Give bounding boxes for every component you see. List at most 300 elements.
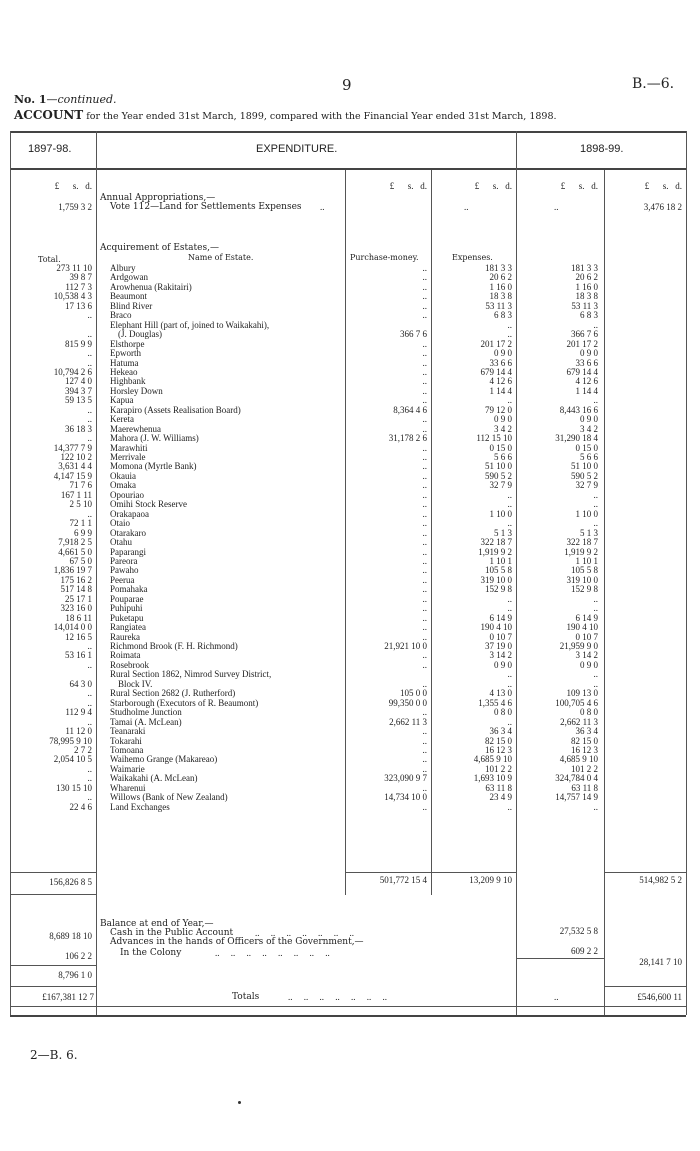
totals-prev: £167,381 12 7 bbox=[42, 992, 94, 1002]
estate-prev-total: 11 12 0 bbox=[65, 726, 92, 737]
estate-year-total: .. bbox=[593, 518, 598, 529]
estate-name: Karapiro (Assets Realisation Board) bbox=[110, 404, 241, 415]
estate-year-total: 181 3 3 bbox=[571, 263, 598, 273]
estate-year-total: 190 4 10 bbox=[566, 622, 598, 633]
table-right-border bbox=[686, 131, 687, 1015]
estate-year-total: .. bbox=[593, 669, 598, 680]
estate-purchase-money: 105 0 0 bbox=[400, 688, 427, 699]
estate-name: Rangiatea bbox=[110, 622, 146, 633]
balance-prev-rule bbox=[10, 965, 96, 966]
estate-purchase-money: .. bbox=[422, 801, 427, 812]
estate-expenses: 1 10 0 bbox=[489, 508, 512, 519]
appropriations-prev: 1,759 3 2 bbox=[58, 202, 92, 212]
acquirement-heading: Acquirement of Estates,— bbox=[100, 243, 219, 253]
estate-expenses: 63 11 8 bbox=[485, 782, 512, 793]
estates-pm-total: 501,772 15 4 bbox=[379, 875, 427, 885]
balance-year-total: 28,141 7 10 bbox=[639, 957, 682, 967]
estate-year-total: 201 17 2 bbox=[566, 338, 598, 349]
estate-expenses: 20 6 2 bbox=[489, 272, 512, 283]
estate-expenses: 5 6 6 bbox=[494, 452, 512, 462]
estate-prev-total: 59 13 5 bbox=[65, 395, 92, 406]
totals-dots: .. .. .. .. .. .. .. bbox=[288, 992, 387, 1002]
appropriations-heading: Annual Appropriations,— bbox=[100, 193, 216, 203]
estate-year-total: .. bbox=[593, 395, 598, 406]
doc-reference: B.—6. bbox=[632, 76, 675, 92]
estate-name: Highbank bbox=[110, 376, 146, 387]
estate-prev-total: 7,918 2 5 bbox=[58, 537, 92, 548]
estate-prev-total: .. bbox=[87, 697, 92, 708]
estate-purchase-money: .. bbox=[422, 603, 427, 614]
estate-expenses: .. bbox=[507, 499, 512, 510]
header-prev-year: 1897-98. bbox=[28, 143, 72, 155]
estate-purchase-money: .. bbox=[422, 574, 427, 585]
estate-expenses: .. bbox=[507, 669, 512, 680]
estate-name: Hatuma bbox=[110, 357, 139, 368]
estate-prev-total: .. bbox=[87, 688, 92, 699]
estate-expenses: 1 14 4 bbox=[489, 385, 512, 396]
estate-expenses: 53 11 3 bbox=[485, 300, 512, 311]
estate-name: Tokarahi bbox=[110, 735, 142, 746]
estate-purchase-money: .. bbox=[422, 452, 427, 462]
estate-expenses: .. bbox=[507, 329, 512, 340]
estate-expenses: 4 13 0 bbox=[489, 688, 512, 699]
currency-header-prev: £ s. d. bbox=[54, 181, 92, 191]
estate-purchase-money: .. bbox=[422, 726, 427, 737]
statement-number bbox=[14, 93, 117, 106]
col-divider-year-left bbox=[516, 131, 517, 1015]
estate-year-total: 3 4 2 bbox=[580, 423, 598, 434]
estate-year-total: 4 12 6 bbox=[575, 376, 598, 387]
estate-prev-total: 36 18 3 bbox=[65, 423, 92, 434]
estate-name: Merrivale bbox=[110, 452, 146, 462]
estate-name: Rosebrook bbox=[110, 659, 149, 670]
estate-name: Elephant Hill (part of, joined to Waikakahi), bbox=[110, 319, 270, 330]
account-caption bbox=[14, 108, 557, 122]
estate-name: Roimata bbox=[110, 650, 141, 661]
estate-name: Elsthorpe bbox=[110, 338, 145, 349]
estate-prev-total: .. bbox=[87, 348, 92, 359]
estate-name: Rural Section 1862, Nimrod Survey District, bbox=[110, 669, 272, 680]
estate-prev-total: .. bbox=[87, 357, 92, 368]
estate-expenses: 36 3 4 bbox=[489, 726, 512, 737]
estate-year-total: .. bbox=[593, 499, 598, 510]
estate-prev-total: 78,995 9 10 bbox=[49, 735, 92, 746]
estate-year-total: 1 16 0 bbox=[575, 281, 598, 292]
estate-name: Opouriao bbox=[110, 489, 144, 500]
estate-year-total: 20 6 2 bbox=[575, 272, 598, 283]
estate-name: Epworth bbox=[110, 348, 141, 359]
estate-year-total: .. bbox=[593, 319, 598, 330]
estate-purchase-money: .. bbox=[422, 489, 427, 500]
estate-expenses: 1,693 10 9 bbox=[473, 773, 512, 784]
estate-name: Block IV. bbox=[118, 678, 153, 689]
estate-year-total: 319 10 0 bbox=[566, 574, 598, 585]
estate-prev-total: 64 3 0 bbox=[69, 678, 92, 689]
estate-prev-total: .. bbox=[87, 763, 92, 774]
estate-purchase-money: .. bbox=[422, 527, 427, 538]
estate-expenses: 4 12 6 bbox=[489, 376, 512, 387]
estate-expenses: .. bbox=[507, 716, 512, 727]
estate-name: Omaka bbox=[110, 480, 136, 491]
estate-name: (J. Douglas) bbox=[118, 329, 162, 340]
acquirement-expenses-label: Expenses. bbox=[452, 253, 493, 262]
estate-name: Marawhiti bbox=[110, 442, 148, 453]
estate-expenses: 105 5 8 bbox=[485, 565, 512, 576]
estate-purchase-money: .. bbox=[422, 376, 427, 387]
estate-name: Studholme Junction bbox=[110, 707, 182, 718]
estate-expenses: 3 4 2 bbox=[494, 423, 512, 434]
col-divider-prev bbox=[96, 131, 97, 1015]
estate-expenses: 679 14 4 bbox=[480, 366, 512, 377]
estate-prev-total: 6 9 9 bbox=[74, 527, 92, 538]
estate-year-total: .. bbox=[593, 801, 598, 812]
estate-name: Otarakaro bbox=[110, 527, 146, 538]
estate-year-total: 53 11 3 bbox=[571, 300, 598, 311]
estate-prev-total: .. bbox=[87, 404, 92, 415]
estate-year-total: 105 5 8 bbox=[571, 565, 598, 576]
estate-year-total: 82 15 0 bbox=[571, 735, 598, 746]
estate-prev-total: 17 13 6 bbox=[65, 300, 92, 311]
estate-purchase-money: .. bbox=[422, 385, 427, 396]
estate-year-total: 51 10 0 bbox=[571, 461, 598, 472]
appropriations-vote-dots: .. bbox=[320, 202, 325, 212]
estate-prev-total: 72 1 1 bbox=[69, 518, 92, 529]
estate-purchase-money: .. bbox=[422, 763, 427, 774]
estate-expenses: 6 8 3 bbox=[494, 310, 512, 321]
estate-year-total: 0 9 0 bbox=[580, 348, 598, 359]
estate-year-total: 18 3 8 bbox=[575, 291, 598, 302]
estate-name: Tamai (A. McLean) bbox=[110, 716, 182, 727]
estate-prev-total: 273 11 10 bbox=[56, 263, 92, 273]
estate-expenses: .. bbox=[507, 593, 512, 604]
estate-prev-total: 71 7 6 bbox=[69, 480, 92, 491]
estate-prev-total: .. bbox=[87, 659, 92, 670]
estate-purchase-money: .. bbox=[422, 480, 427, 491]
estate-expenses: 319 10 0 bbox=[480, 574, 512, 585]
estate-prev-total: 25 17 1 bbox=[65, 593, 92, 604]
appropriations-exp: .. bbox=[464, 202, 469, 212]
balance-prev-total: 8,796 1 0 bbox=[58, 970, 92, 980]
estate-year-total: 679 14 4 bbox=[566, 366, 598, 377]
estate-prev-total: 2,054 10 5 bbox=[53, 754, 92, 765]
estate-purchase-money: .. bbox=[422, 272, 427, 283]
balance-colony-rule bbox=[516, 958, 604, 959]
estate-name: Tomoana bbox=[110, 744, 144, 755]
estate-expenses: 1,919 9 2 bbox=[478, 546, 512, 557]
estate-name: Maerewhenua bbox=[110, 423, 161, 434]
estate-year-total: 2,662 11 3 bbox=[560, 716, 598, 727]
estate-purchase-money: .. bbox=[422, 546, 427, 557]
estate-name: Teanaraki bbox=[110, 726, 146, 737]
estate-prev-total: 394 3 7 bbox=[65, 385, 92, 396]
estate-prev-total: .. bbox=[87, 792, 92, 803]
balance-colony-dots: .. .. .. .. .. .. .. .. bbox=[215, 948, 330, 958]
estate-year-total: 8,443 16 6 bbox=[559, 404, 598, 415]
appropriations-col-total: .. bbox=[554, 202, 559, 212]
estate-year-total: 0 9 0 bbox=[580, 659, 598, 670]
totals-mid: .. bbox=[554, 992, 559, 1002]
totals-top-rule-right bbox=[604, 986, 686, 987]
estate-expenses: 32 7 9 bbox=[489, 480, 512, 491]
estate-purchase-money: .. bbox=[422, 650, 427, 661]
totals-top-rule bbox=[10, 986, 96, 987]
estate-name: Starborough (Executors of R. Beaumont) bbox=[110, 697, 259, 708]
estate-expenses: 18 3 8 bbox=[489, 291, 512, 302]
estate-purchase-money: .. bbox=[422, 366, 427, 377]
estates-year-rule bbox=[604, 872, 686, 873]
header-current-year: 1898-99. bbox=[580, 143, 624, 155]
estate-purchase-money: .. bbox=[422, 782, 427, 793]
estate-prev-total: .. bbox=[87, 716, 92, 727]
balance-colony-now: 609 2 2 bbox=[571, 946, 598, 956]
estate-year-total: .. bbox=[593, 489, 598, 500]
currency-header-pm: £ s. d. bbox=[389, 181, 427, 191]
estate-expenses: 0 10 7 bbox=[489, 631, 512, 642]
estate-name: Omihi Stock Reserve bbox=[110, 499, 187, 510]
estate-name: Albury bbox=[110, 263, 136, 273]
estate-purchase-money: .. bbox=[422, 348, 427, 359]
estate-name: Orakapaoa bbox=[110, 508, 149, 519]
estate-prev-total: .. bbox=[87, 773, 92, 784]
estate-expenses: 0 9 0 bbox=[494, 659, 512, 670]
estate-purchase-money: .. bbox=[422, 395, 427, 406]
estate-purchase-money: .. bbox=[422, 555, 427, 566]
estate-name: Arowhenua (Rakitairi) bbox=[110, 281, 192, 292]
estate-year-total: 4,685 9 10 bbox=[559, 754, 598, 765]
estate-expenses: 33 6 6 bbox=[489, 357, 512, 368]
estate-purchase-money: .. bbox=[422, 310, 427, 321]
balance-heading: Balance at end of Year,— bbox=[100, 919, 214, 929]
statement-number-label: No. 1 bbox=[14, 93, 47, 106]
estate-purchase-money: 31,178 2 6 bbox=[388, 433, 427, 444]
estate-purchase-money: .. bbox=[422, 707, 427, 718]
estates-prev-rule bbox=[10, 872, 96, 873]
estate-name: Willows (Bank of New Zealand) bbox=[110, 792, 228, 803]
estate-purchase-money: .. bbox=[422, 678, 427, 689]
estate-purchase-money: .. bbox=[422, 584, 427, 595]
estate-year-total: 16 12 3 bbox=[571, 744, 598, 755]
estate-expenses: .. bbox=[507, 395, 512, 406]
estate-name: Rural Section 2682 (J. Rutherford) bbox=[110, 688, 236, 699]
footer-mark bbox=[238, 1101, 241, 1104]
estate-prev-total: 175 16 2 bbox=[60, 574, 92, 585]
estate-prev-total: 53 16 1 bbox=[65, 650, 92, 661]
estate-purchase-money: .. bbox=[422, 565, 427, 576]
estate-purchase-money: .. bbox=[422, 461, 427, 472]
estate-prev-total: .. bbox=[87, 310, 92, 321]
estate-prev-total: 112 9 4 bbox=[65, 707, 92, 718]
totals-bottom-rule bbox=[10, 1006, 686, 1007]
estate-year-total: 100,705 4 6 bbox=[555, 697, 598, 708]
estate-purchase-money: 21,921 10 0 bbox=[384, 641, 427, 651]
estate-expenses: 590 5 2 bbox=[485, 470, 512, 481]
estate-year-total: 0 9 0 bbox=[580, 414, 598, 425]
estate-prev-total: 112 7 3 bbox=[65, 281, 92, 292]
estate-expenses: 37 19 0 bbox=[485, 641, 512, 651]
estate-prev-total: 323 16 0 bbox=[60, 603, 92, 614]
estates-pm-rule bbox=[345, 872, 516, 873]
estate-name: Otaio bbox=[110, 518, 130, 529]
totals-label: Totals bbox=[232, 992, 260, 1002]
estate-prev-total: 3,631 4 4 bbox=[58, 461, 92, 472]
estate-expenses: 51 10 0 bbox=[485, 461, 512, 472]
estate-name: Pareora bbox=[110, 555, 138, 566]
balance-cash-now: 27,532 5 8 bbox=[559, 926, 598, 936]
estate-prev-total: .. bbox=[87, 433, 92, 444]
estate-name: Blind River bbox=[110, 300, 153, 311]
estate-purchase-money: 99,350 0 0 bbox=[388, 697, 427, 708]
estate-purchase-money: .. bbox=[422, 470, 427, 481]
estate-purchase-money: .. bbox=[422, 631, 427, 642]
estate-purchase-money: .. bbox=[422, 338, 427, 349]
estate-prev-total: 127 4 0 bbox=[65, 376, 92, 387]
estate-name: Momona (Myrtle Bank) bbox=[110, 461, 197, 472]
estate-prev-total: .. bbox=[87, 329, 92, 340]
estate-year-total: 0 10 7 bbox=[575, 631, 598, 642]
estate-prev-total: 39 8 7 bbox=[69, 272, 92, 283]
account-caption-text: for the Year ended 31st March, 1899, compared with the Financial Year ended 31st March, 1898. bbox=[86, 111, 557, 122]
estate-expenses: .. bbox=[507, 678, 512, 689]
estate-prev-total: 122 10 2 bbox=[60, 452, 92, 462]
page-number: 9 bbox=[342, 76, 352, 94]
estate-year-total: 5 1 3 bbox=[580, 527, 598, 538]
appropriations-vote: Vote 112—Land for Settlements Expenses bbox=[110, 202, 302, 212]
estate-year-total: 3 14 2 bbox=[575, 650, 598, 661]
estate-prev-total: 167 1 11 bbox=[60, 489, 92, 500]
estates-exp-total: 13,209 9 10 bbox=[469, 875, 512, 885]
estate-purchase-money: .. bbox=[422, 281, 427, 292]
estate-name: Waikakahi (A. McLean) bbox=[110, 773, 198, 784]
estate-purchase-money: 8,364 4 6 bbox=[393, 404, 427, 415]
estate-year-total: 1 10 1 bbox=[575, 555, 598, 566]
estate-expenses: 101 2 2 bbox=[485, 763, 512, 774]
footer-signature: 2—B. 6. bbox=[30, 1048, 78, 1062]
estate-name: Waimarie bbox=[110, 763, 145, 774]
estate-purchase-money: .. bbox=[422, 612, 427, 623]
acquirement-purchase-label: Purchase-money. bbox=[350, 253, 419, 262]
estate-purchase-money: .. bbox=[422, 300, 427, 311]
estates-bottom-rule bbox=[10, 894, 96, 895]
estate-expenses: 1 16 0 bbox=[489, 281, 512, 292]
estate-year-total: 322 18 7 bbox=[566, 537, 598, 548]
estate-expenses: 79 12 0 bbox=[485, 404, 512, 415]
estate-year-total: 14,757 14 9 bbox=[555, 792, 598, 803]
currency-header-exp: £ s. d. bbox=[474, 181, 512, 191]
estate-year-total: 152 9 8 bbox=[571, 584, 598, 595]
estate-year-total: 1 10 0 bbox=[575, 508, 598, 519]
estate-prev-total: 4,661 5 0 bbox=[58, 546, 92, 557]
estate-name: Mahora (J. W. Williams) bbox=[110, 433, 199, 444]
estate-expenses: 152 9 8 bbox=[485, 584, 512, 595]
balance-cash-dots: .. .. .. .. .. .. .. bbox=[255, 928, 354, 938]
estate-prev-total: 14,377 7 9 bbox=[53, 442, 92, 453]
estate-year-total: 366 7 6 bbox=[571, 329, 598, 340]
estate-prev-total: 130 15 10 bbox=[56, 782, 92, 793]
estate-year-total: 590 5 2 bbox=[571, 470, 598, 481]
estate-expenses: 6 14 9 bbox=[489, 612, 512, 623]
estate-name: Horsley Down bbox=[110, 385, 163, 396]
estate-expenses: .. bbox=[507, 603, 512, 614]
estate-prev-total: 4,147 15 9 bbox=[53, 470, 92, 481]
estates-year-total: 514,982 5 2 bbox=[639, 875, 682, 885]
estate-prev-total: 18 6 11 bbox=[65, 612, 92, 623]
estate-year-total: 32 7 9 bbox=[575, 480, 598, 491]
estate-purchase-money: .. bbox=[422, 263, 427, 273]
estate-expenses: 1 10 1 bbox=[489, 555, 512, 566]
estate-name: Otahu bbox=[110, 537, 132, 548]
estate-purchase-money: .. bbox=[422, 499, 427, 510]
estate-year-total: .. bbox=[593, 603, 598, 614]
table-bottom-rule bbox=[10, 1015, 686, 1017]
estate-prev-total: 10,538 4 3 bbox=[53, 291, 92, 302]
estate-name: Wharenui bbox=[110, 782, 146, 793]
estate-year-total: 6 8 3 bbox=[580, 310, 598, 321]
estate-name: Kapua bbox=[110, 395, 134, 406]
continued-label: —continued. bbox=[46, 93, 117, 106]
estate-year-total: .. bbox=[593, 678, 598, 689]
estate-year-total: 6 14 9 bbox=[575, 612, 598, 623]
estate-expenses: 1,355 4 6 bbox=[478, 697, 512, 708]
estate-expenses: 201 17 2 bbox=[480, 338, 512, 349]
estate-year-total: 324,784 0 4 bbox=[555, 773, 598, 784]
estates-prev-total: 156,826 8 5 bbox=[49, 877, 92, 887]
estate-prev-total: .. bbox=[87, 508, 92, 519]
estate-prev-total: 22 4 6 bbox=[69, 801, 92, 812]
estate-purchase-money: .. bbox=[422, 593, 427, 604]
estate-year-total: 36 3 4 bbox=[575, 726, 598, 737]
estate-purchase-money: 2,662 11 3 bbox=[389, 716, 427, 727]
estate-name: Puhipuhi bbox=[110, 603, 143, 614]
estate-expenses: 5 1 3 bbox=[494, 527, 512, 538]
estate-expenses: 0 15 0 bbox=[489, 442, 512, 453]
estate-name: Kereta bbox=[110, 414, 134, 425]
estate-purchase-money: .. bbox=[422, 442, 427, 453]
estate-year-total: 63 11 8 bbox=[571, 782, 598, 793]
estate-purchase-money: 323,090 9 7 bbox=[384, 773, 427, 784]
estate-name: Puketapu bbox=[110, 612, 144, 623]
estate-purchase-money: .. bbox=[422, 744, 427, 755]
estate-prev-total: 2 7 2 bbox=[74, 744, 92, 755]
col-divider-year-mid bbox=[604, 170, 605, 1015]
estate-expenses: .. bbox=[507, 801, 512, 812]
estate-name: Pouparae bbox=[110, 593, 144, 604]
estate-year-total: 31,290 18 4 bbox=[555, 433, 598, 444]
balance-colony-label: In the Colony bbox=[120, 948, 182, 958]
estate-purchase-money: .. bbox=[422, 508, 427, 519]
account-word: ACCOUNT bbox=[14, 108, 84, 122]
estate-year-total: 1,919 9 2 bbox=[564, 546, 598, 557]
acquirement-total-label: Total. bbox=[38, 255, 61, 264]
estate-expenses: 82 15 0 bbox=[485, 735, 512, 746]
balance-advances-label: Advances in the hands of Officers of the Government,— bbox=[110, 937, 364, 947]
estate-name: Paparangi bbox=[110, 546, 146, 557]
estate-expenses: 0 9 0 bbox=[494, 414, 512, 425]
estate-purchase-money: 366 7 6 bbox=[400, 329, 427, 340]
estate-name: Pomahaka bbox=[110, 584, 148, 595]
estate-purchase-money: .. bbox=[422, 518, 427, 529]
estate-year-total: 33 6 6 bbox=[575, 357, 598, 368]
estate-expenses: .. bbox=[507, 518, 512, 529]
estate-prev-total: 517 14 8 bbox=[60, 584, 92, 595]
estate-name: Richmond Brook (F. H. Richmond) bbox=[110, 641, 238, 651]
estate-name: Land Exchanges bbox=[110, 801, 170, 812]
balance-colony-prev: 106 2 2 bbox=[65, 951, 92, 961]
currency-header-year: £ s. d. bbox=[644, 181, 682, 191]
estate-purchase-money: .. bbox=[422, 423, 427, 434]
estate-name: Hekeao bbox=[110, 366, 138, 377]
estate-purchase-money: .. bbox=[422, 291, 427, 302]
estate-year-total: 101 2 2 bbox=[571, 763, 598, 774]
